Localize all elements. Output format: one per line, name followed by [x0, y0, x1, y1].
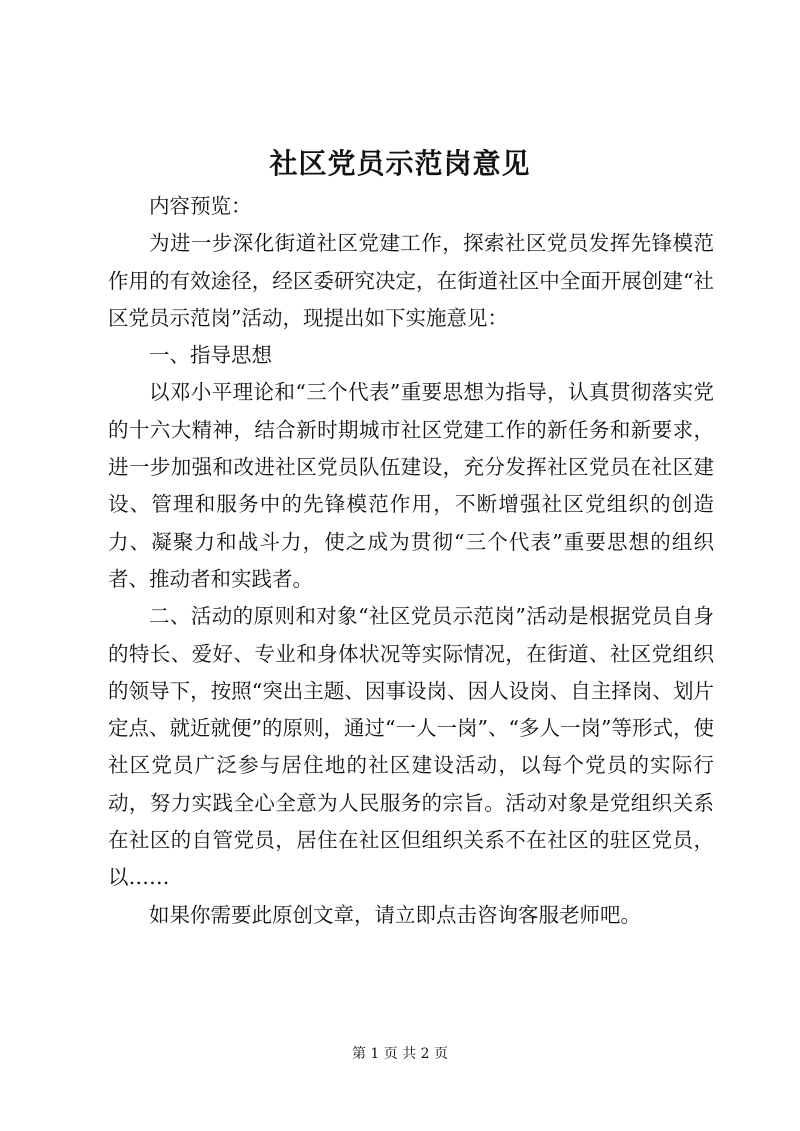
- contact-prompt[interactable]: 如果你需要此原创文章，请立即点击咨询客服老师吧。: [149, 902, 641, 927]
- document-title: 社区党员示范岗意见: [269, 147, 531, 180]
- page-number-footer: 第 1 页 共 2 页: [351, 1046, 449, 1062]
- intro-paragraph: 为进一步深化街道社区党建工作，探索社区党员发挥先锋模范作用的有效途径，经区委研究决定，在街道社区中全面开展创建“社区党员示范岗”活动，现提出如下实施意见：: [108, 231, 714, 330]
- principles-paragraph: 二、活动的原则和对象“社区党员示范岗”活动是根据党员自身的特长、爱好、专业和身体状况等实际情况，在街道、社区党组织的领导下，按照“突出主题、因事设岗、因人设岗、自主择岗、划片定点、就近就便”的原则，通过“一人一岗”、“多人一岗”等形式，使社区党员广泛参与居住地的社区建设活动，以每个党员的实际行动，努力实践全心全意为人民服务的宗旨。活动对象是党组织关系在社区的自管党员，居住在社区但组织关系不在社区的驻区党员，以……: [108, 604, 714, 890]
- guiding-ideology-paragraph: 以邓小平理论和“三个代表”重要思想为指导，认真贯彻落实党的十六大精神，结合新时期城市社区党建工作的新任务和新要求，进一步加强和改进社区党员队伍建设，充分发挥社区党员在社区建设、管理和服务中的先锋模范作用，不断增强社区党组织的创造力、凝聚力和战斗力，使之成为贯彻“三个代表”重要思想的组织者、推动者和实践者。: [108, 380, 714, 591]
- document-body: [108, 188, 714, 934]
- preview-label: 内容预览：: [149, 194, 252, 218]
- section-heading-guiding-ideology: 一、指导思想: [149, 343, 272, 368]
